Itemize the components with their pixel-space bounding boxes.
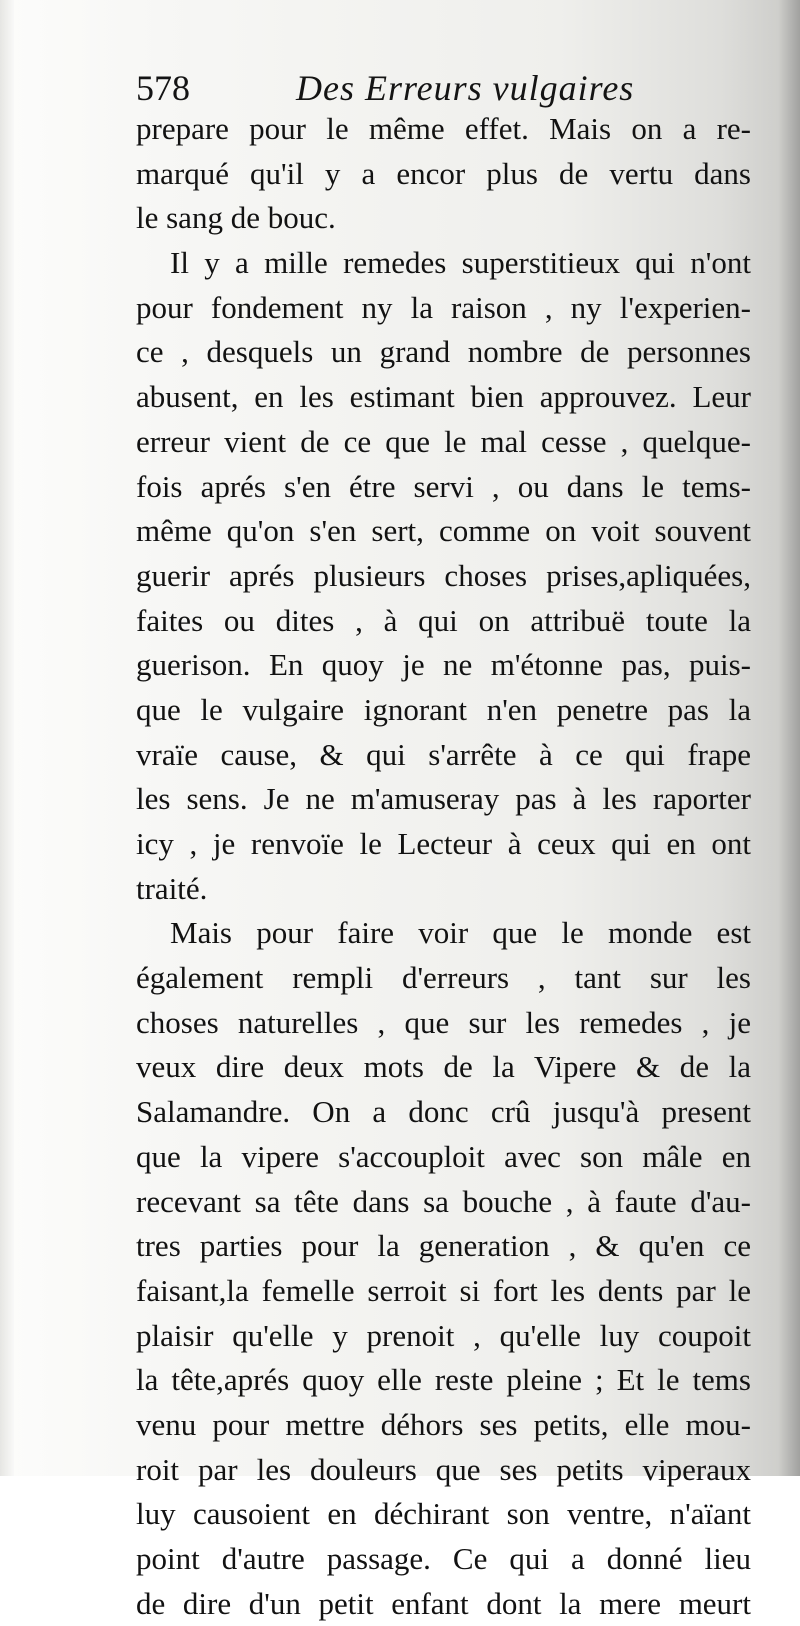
text-line: recevant sa tête dans sa bouche , à faute d'au- xyxy=(136,1183,751,1219)
text-line: ce , desquels un grand nombre de personnes xyxy=(136,334,751,370)
running-head xyxy=(136,64,756,112)
text-line: venu pour mettre déhors ses petits, elle mou- xyxy=(136,1406,751,1442)
text-line: faites ou dites , à qui on attribuë toute la xyxy=(136,602,751,638)
paragraph-first-line: Il y a mille remedes superstitieux qui n'ont xyxy=(170,245,751,281)
text-line: plaisir qu'elle y prenoit , qu'elle luy coupoit xyxy=(136,1317,751,1353)
text-line: point d'autre passage. Ce qui a donné lieu xyxy=(136,1541,751,1576)
text-line: erreur vient de ce que le mal cesse , quelque- xyxy=(136,423,751,459)
text-line: choses naturelles , que sur les remedes , je xyxy=(136,1004,751,1040)
running-title: Des Erreurs vulgaires xyxy=(296,68,635,108)
text-line: même qu'on s'en sert, comme on voit souvent xyxy=(136,513,751,549)
text-line: le sang de bouc. xyxy=(136,200,336,236)
text-line: que la vipere s'accouploit avec son mâle en xyxy=(136,1138,751,1174)
text-line: icy , je renvoïe le Lecteur à ceux qui en ont xyxy=(136,826,751,861)
text-line: luy causoient en déchirant son ventre, n'aïant xyxy=(136,1496,751,1532)
text-line: prepare pour le même effet. Mais on a re- xyxy=(136,111,751,146)
text-line: guerison. En quoy je ne m'étonne pas, puis- xyxy=(136,647,751,683)
text-line: vraïe cause, & qui s'arrête à ce qui frape xyxy=(136,736,751,772)
body-text xyxy=(136,107,751,1626)
text-line: marqué qu'il y a encor plus de vertu dans xyxy=(136,155,751,191)
text-line: traité. xyxy=(136,870,208,906)
text-line: que le vulgaire ignorant n'en penetre pas la xyxy=(136,691,751,727)
page-gutter-shadow xyxy=(778,0,800,1476)
paragraph-first-line: Mais pour faire voir que le monde est xyxy=(170,915,751,951)
text-line: roit par les douleurs que ses petits viperaux xyxy=(136,1451,751,1487)
page-number: 578 xyxy=(136,68,190,108)
text-line: abusent, en les estimant bien approuvez. Leur xyxy=(136,379,751,415)
text-line: également rempli d'erreurs , tant sur les xyxy=(136,960,751,996)
text-line: les sens. Je ne m'amuseray pas à les raporter xyxy=(136,781,751,817)
text-line: tres parties pour la generation , & qu'en ce xyxy=(136,1228,751,1264)
text-line: pour fondement ny la raison , ny l'experien- xyxy=(136,289,751,325)
text-line: guerir aprés plusieurs choses prises,apliquées, xyxy=(136,557,751,593)
text-line: Salamandre. On a donc crû jusqu'à present xyxy=(136,1094,751,1130)
text-line: faisant,la femelle serroit si fort les dents par le xyxy=(136,1272,751,1308)
text-line: de dire d'un petit enfant dont la mere meurt xyxy=(136,1585,751,1621)
text-line: veux dire deux mots de la Vipere & de la xyxy=(136,1049,751,1085)
page-left-edge xyxy=(0,0,14,1476)
text-line: fois aprés s'en étre servi , ou dans le tems- xyxy=(136,468,751,504)
text-line: la tête,aprés quoy elle reste pleine ; Et le tems xyxy=(136,1362,751,1398)
